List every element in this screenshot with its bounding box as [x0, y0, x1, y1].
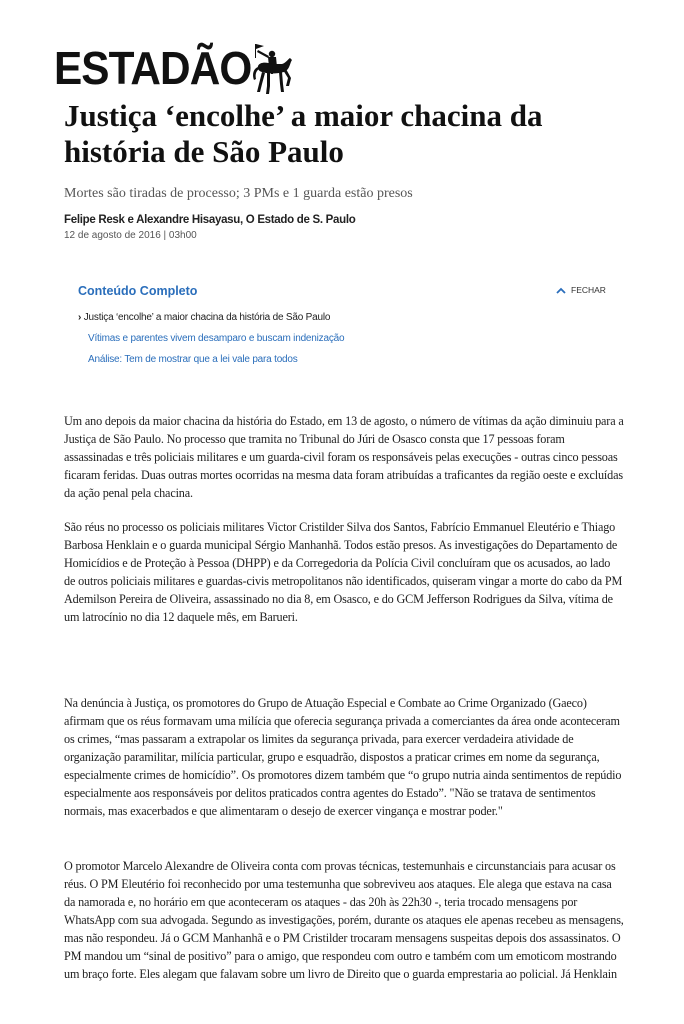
horseman-logo-icon — [246, 42, 294, 98]
article-byline: Felipe Resk e Alexandre Hisayasu, O Estado de S. Paulo — [64, 214, 356, 226]
masthead — [54, 44, 269, 100]
article-paragraph: São réus no processo os policiais militares Victor Cristilder Silva dos Santos, Fabrício Emmanuel Eleutério e Thiago Barbosa Henklain e o guarda municipal Sérgio Manhanhã. Todos estão presos. As investigações do Departamento de Homicídios e de Proteção à Pessoa (DHPP) e da Corregedoria da Polícia Civil concluíram que os acusados, ao lado de outros policiais militares e guardas-civis metropolitanos não identificados, quiseram vingar a morte do cabo da PM Ademilson Pereira de Oliveira, assassinado no dia 8, em Osasco, e do GCM Jefferson Rodrigues da Silva, vítima de um latrocínio no dia 12 daquele mês, em Barueri. — [64, 520, 623, 624]
toc-close-label: FECHAR — [571, 285, 606, 295]
toc-item-current[interactable] — [78, 312, 330, 323]
estadao-logo[interactable]: ESTADÃO — [54, 42, 252, 94]
toc-close-button[interactable] — [556, 285, 606, 295]
toc-title: Conteúdo Completo — [78, 284, 198, 298]
toc-item-link[interactable]: Análise: Tem de mostrar que a lei vale para todos — [88, 354, 298, 365]
article-paragraph: Na denúncia à Justiça, os promotores do Grupo de Atuação Especial e Combate ao Crime Organizado (Gaeco) afirmam que os réus formavam uma milícia que oferecia segurança privada a comerciantes da área onde aconteceram os crimes, “mas passaram a extrapolar os limites da segurança privada, para exercer verdadeira atividade de organização paramilitar, milícia particular, grupo e esquadrão, dispostos a praticar crimes em nome da segurança, especialmente crimes de homicídio”. Os promotores dizem também que “o grupo nutria ainda sentimentos de repúdio especialmente aos responsáveis por delitos praticados contra agentes do Estado”. "Não se tratava de sentimentos normais, mas exacerbados e que alimentaram o desejo de exercer vingança e mostrar poder." — [64, 696, 622, 818]
article-subtitle: Mortes são tiradas de processo; 3 PMs e 1 guarda estão presos — [64, 186, 413, 201]
chevron-right-icon: › — [78, 312, 82, 323]
article-dateline: 12 de agosto de 2016 | 03h00 — [64, 230, 197, 241]
toc-item-label: Justiça ‘encolhe’ a maior chacina da história de São Paulo — [83, 312, 331, 323]
article-paragraph: O promotor Marcelo Alexandre de Oliveira conta com provas técnicas, testemunhais e circunstanciais para acusar os réus. O PM Eleutério foi reconhecido por uma testemunha que sobreviveu aos ataques. Ele alega que estava na casa da namorada e, no horário em que aconteceram os ataques - das 20h às 22h30 -, teria trocado mensagens por WhatsApp com sua advogada. Segundo as investigações, porém, durante os ataques ele apenas recebeu as mensagens, mas não respondeu. Já o GCM Manhanhã e o PM Cristilder trocaram mensagens suspeitas depois dos assassinatos. O PM mandou um “sinal de positivo” para o amigo, que respondeu com outro e também com um emoticom mostrando um braço forte. Eles alegam que falavam sobre um livro de Direito que o guarda emprestaria ao policial. Já Henklain — [64, 859, 624, 981]
article-paragraph: Um ano depois da maior chacina da história do Estado, em 13 de agosto, o número de vítimas da ação diminuiu para a Justiça de São Paulo. No processo que tramita no Tribunal do Júri de Osasco consta que 17 pessoas foram assassinadas e três policiais militares e um guarda-civil foram os responsáveis pelas execuções - outras cinco pessoas ficaram feridas. Duas outras mortes ocorridas na mesma data foram atribuídas a traficantes da região oeste e excluídas da ação penal pela chacina. — [64, 414, 624, 500]
chevron-up-icon — [556, 287, 566, 294]
toc-item-link[interactable]: Vítimas e parentes vivem desamparo e buscam indenização — [88, 333, 345, 344]
article-headline: Justiça ‘encolhe’ a maior chacina da história de São Paulo — [64, 98, 543, 169]
